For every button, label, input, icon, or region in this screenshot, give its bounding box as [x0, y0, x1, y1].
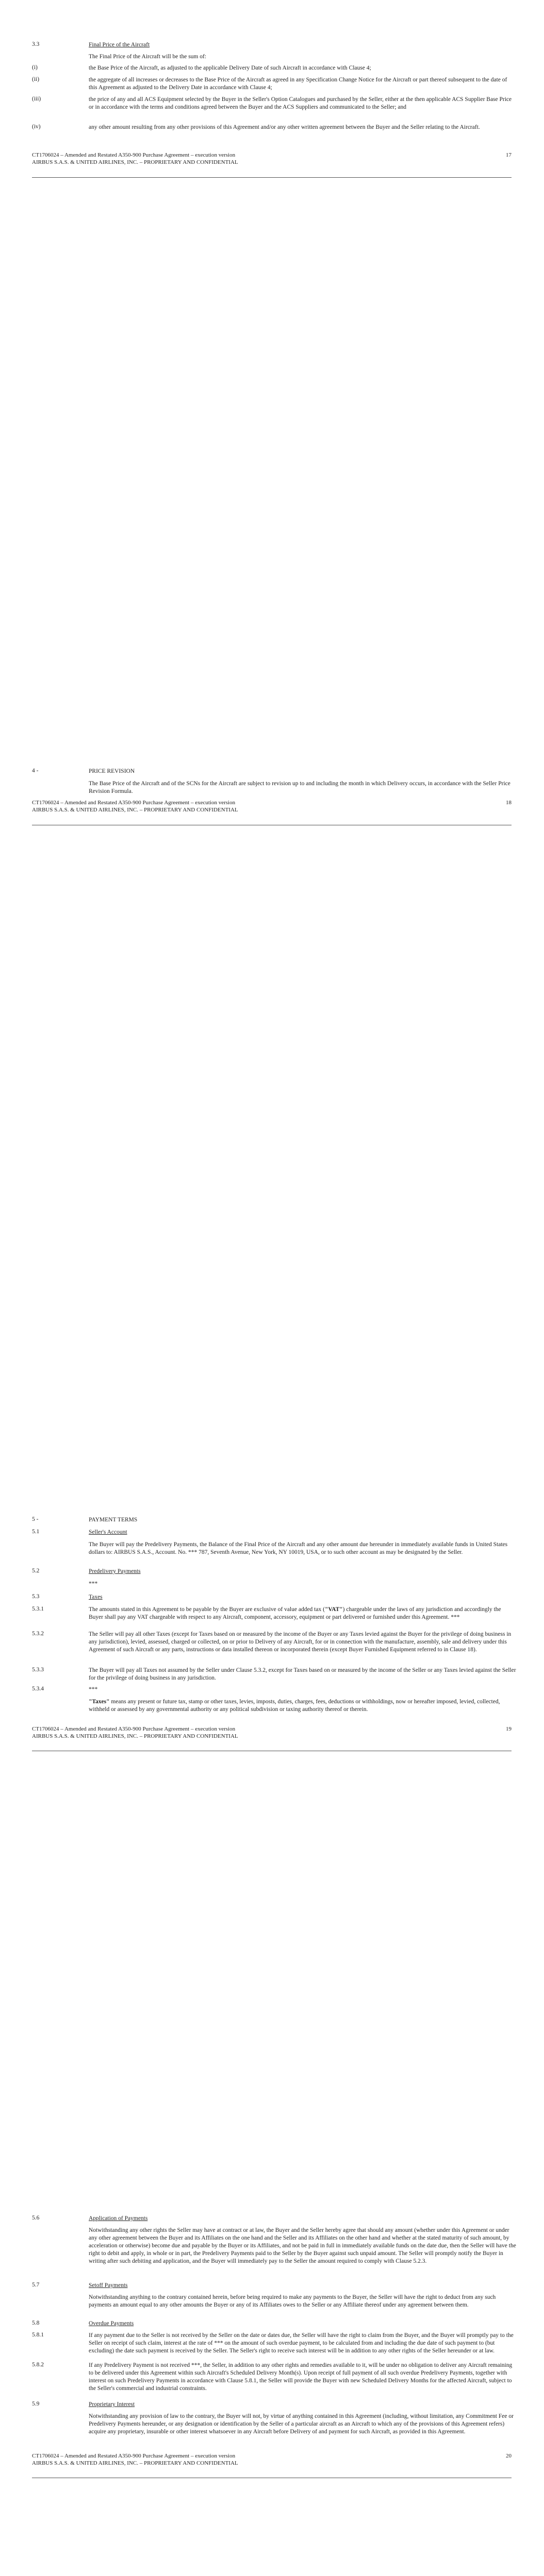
item-number: (ii): [32, 76, 40, 82]
section-number: 5.7: [32, 2282, 40, 2288]
section-number: 5.8.2: [32, 2362, 44, 2368]
section-number: 5.3: [32, 1594, 40, 1600]
page-footer: [32, 2452, 512, 2467]
paragraph: Notwithstanding anything to the contrary contained herein, before being required to make any payments to the Buyer, the Seller will have the right to deduct from any such payments an amount equal to any other amounts the Buyer or any of its Affiliates owes to the Seller or any Affiliate thereof under any agreement between them.: [89, 2294, 496, 2308]
section-number: 5.8: [32, 2320, 40, 2326]
section-title: Final Price of the Aircraft: [89, 42, 150, 48]
paragraph: If any payment due to the Seller is not received by the Seller on the date or dates due, the Seller will have the right to claim from the Buyer, and the Buyer will promptly pay to the Seller on receipt of such claim, interest at the rate of *** on the amount of such overdue payment, to be calculated from and including the due date of such payment to (but excluding) the date such payment is received by the Seller. The Seller's right to receive such interest will be in addition to any other rights of the Seller hereunder or at law.: [89, 2332, 514, 2354]
item-number: (iii): [32, 96, 41, 102]
section-number: 5 -: [32, 1516, 39, 1522]
footer-line-2: AIRBUS S.A.S. & UNITED AIRLINES, INC. – PROPRIETARY AND CONFIDENTIAL: [32, 2460, 238, 2466]
section-title: Predelivery Payments: [89, 1568, 141, 1574]
page-number: 20: [506, 2453, 512, 2459]
paragraph: Notwithstanding any other rights the Seller may have at contract or at law, the Buyer and the Seller hereby agree that should any amount (whether under this Agreement or under any other agreement between the Buyer and its Affiliates on the one hand and the Seller and its Affiliates on the other hand and whether at the stated maturity of such amount, by acceleration or otherwise) become due and payable by the Buyer or its Affiliates, and not be paid in full in immediately available funds on the date due, then the Seller will have the right to debit and apply, in whole or in part, the Predelivery Payments paid to the Seller by the Buyer against such unpaid amount. The Seller will promptly notify the Buyer in writing after such debiting and application, and the Buyer will immediately pay to the Seller the amount required to comply with Clause 5.2.3.: [89, 2227, 516, 2264]
page-footer: [32, 151, 512, 166]
item-text: any other amount resulting from any other provisions of this Agreement and/or any other written agreement between the Buyer and the Seller relating to the Aircraft.: [89, 124, 480, 130]
paragraph: If any Predelivery Payment is not received ***, the Seller, in addition to any other rights and remedies available to it, will be under no obligation to deliver any Aircraft remaining to be delivered under this Agreement within such Aircraft's Scheduled Delivery Month(s). Upon receipt of full payment of all such overdue Predelivery Payments, together with interest on such Predelivery Payments in accordance with Clause 5.8.1, the Seller will provide the Buyer with new Scheduled Delivery Months for the affected Aircraft, subject to the Seller's commercial and industrial constraints.: [89, 2362, 513, 2392]
section-title: PRICE REVISION: [89, 768, 135, 774]
section-number: 5.3.1: [32, 1606, 44, 1612]
paragraph: [89, 1698, 517, 1714]
paragraph: ***: [89, 1686, 98, 1692]
section-number: 5.8.1: [32, 2332, 44, 2338]
item-text: the Base Price of the Aircraft, as adjusted to the applicable Delivery Date of such Aircraft in accordance with Clause 4;: [89, 65, 371, 71]
section-title: Application of Payments: [89, 2215, 148, 2222]
page-number: 17: [506, 152, 512, 158]
section-number: 3.3: [32, 41, 40, 47]
paragraph: The Buyer will pay all Taxes not assumed by the Seller under Clause 5.3.2, except for Taxes based on or measured by the income of the Seller or any Taxes levied against the Seller for the privilege of doing business in any jurisdiction.: [89, 1667, 516, 1681]
section-title: Seller's Account: [89, 1529, 127, 1535]
paragraph: [89, 1606, 517, 1621]
section-number: 5.3.2: [32, 1631, 44, 1637]
text-run: The amounts stated in this Agreement to be payable by the Buyer are exclusive of value added tax (: [89, 1606, 325, 1613]
item-number: (iv): [32, 124, 41, 130]
page-footer: [32, 799, 512, 814]
section-title: Setoff Payments: [89, 2282, 128, 2289]
page-number: 18: [506, 800, 512, 806]
section-number: 5.3.4: [32, 1686, 44, 1692]
footer-line-2: AIRBUS S.A.S. & UNITED AIRLINES, INC. – PROPRIETARY AND CONFIDENTIAL: [32, 807, 238, 813]
section-number: 5.9: [32, 2401, 40, 2407]
page-footer: [32, 1725, 512, 1740]
defined-term: "VAT": [324, 1606, 343, 1613]
paragraph: The Base Price of the Aircraft and of the SCNs for the Aircraft are subject to revision up to and including the month in which Delivery occurs, in accordance with the Seller Price Revision Formula.: [89, 781, 510, 794]
footer-line-2: AIRBUS S.A.S. & UNITED AIRLINES, INC. – PROPRIETARY AND CONFIDENTIAL: [32, 159, 238, 165]
section-number: 5.3.3: [32, 1667, 44, 1673]
section-title: Taxes: [89, 1594, 103, 1600]
footer-line-2: AIRBUS S.A.S. & UNITED AIRLINES, INC. – PROPRIETARY AND CONFIDENTIAL: [32, 1733, 238, 1739]
paragraph: Notwithstanding any provision of law to the contrary, the Buyer will not, by virtue of anything contained in this Agreement (including, without limitation, any Commitment Fee or Predelivery Payments hereunder, or any designation or identification by the Seller of a particular aircraft as an Aircraft to which any of the provisions of this Agreement refers) acquire any proprietary, insurable or other interest whatsoever in any Aircraft before Delivery of and payment for such Aircraft, as provided in this Agreement.: [89, 2413, 514, 2435]
footer-divider: [32, 177, 512, 178]
section-number: 5.1: [32, 1529, 40, 1535]
paragraph: ***: [89, 1581, 98, 1587]
text-run: ) chargeable under the laws of any jurisdiction and accordingly the Buyer shall pay any VAT chargeable with respect to any Aircraft, component, accessory, equipment or part delivered or furnished under this Agreement. ***: [89, 1606, 501, 1620]
page-number: 19: [506, 1726, 512, 1732]
section-title: PAYMENT TERMS: [89, 1517, 138, 1523]
defined-term: "Taxes": [89, 1699, 110, 1705]
footer-line-1: CT1706024 – Amended and Restated A350-900 Purchase Agreement – execution version: [32, 2453, 236, 2459]
section-title: Overdue Payments: [89, 2320, 134, 2327]
item-text: the price of any and all ACS Equipment selected by the Buyer in the Seller's Option Catalogues and purchased by the Seller, either at the then applicable ACS Supplier Base Price or in accordance with the terms and conditions agreed between the Buyer and the ACS Suppliers and communicated to the Seller; and: [89, 96, 512, 110]
text-run: means any present or future tax, stamp or other taxes, levies, imposts, duties, charges, fees, deductions or withholdings, now or hereafter imposed, levied, collected, withheld or assessed by any governmental authority or any political subdivision or taxing authority thereof or therein.: [89, 1699, 500, 1713]
footer-line-1: CT1706024 – Amended and Restated A350-900 Purchase Agreement – execution version: [32, 1726, 236, 1732]
section-number: 5.2: [32, 1568, 40, 1574]
footer-line-1: CT1706024 – Amended and Restated A350-900 Purchase Agreement – execution version: [32, 800, 236, 806]
paragraph: The Final Price of the Aircraft will be the sum of:: [89, 54, 207, 60]
section-number: 5.6: [32, 2215, 40, 2221]
section-number: 4 -: [32, 768, 39, 774]
paragraph: The Buyer will pay the Predelivery Payments, the Balance of the Final Price of the Aircraft and any other amount due hereunder in immediately available funds in United States dollars to: AIRBUS S.A.S., Account. No. *** 787, Seventh Avenue, New York, NY 10019, USA, or to such other account as may be designated by the Seller.: [89, 1541, 508, 1555]
section-title: Proprietary Interest: [89, 2401, 135, 2408]
paragraph: The Seller will pay all other Taxes (except for Taxes based on or measured by the income of the Buyer or any Taxes levied against the Buyer for the privilege of doing business in any jurisdiction), levied, assessed, charged or collected, on or prior to Delivery of any Aircraft, for or in connection with the manufacture, assembly, sale and delivery under this Agreement of such Aircraft or any parts, instructions or data installed thereon or incorporated therein (except Buyer Furnished Equipment referred to in Clause 18).: [89, 1631, 512, 1653]
item-number: (i): [32, 64, 38, 71]
item-text: the aggregate of all increases or decreases to the Base Price of the Aircraft as agreed in any Specification Change Notice for the Aircraft or part thereof subsequent to the date of this Agreement as adjusted to the Delivery Date in accordance with Clause 4;: [89, 77, 507, 91]
footer-line-1: CT1706024 – Amended and Restated A350-900 Purchase Agreement – execution version: [32, 152, 236, 158]
